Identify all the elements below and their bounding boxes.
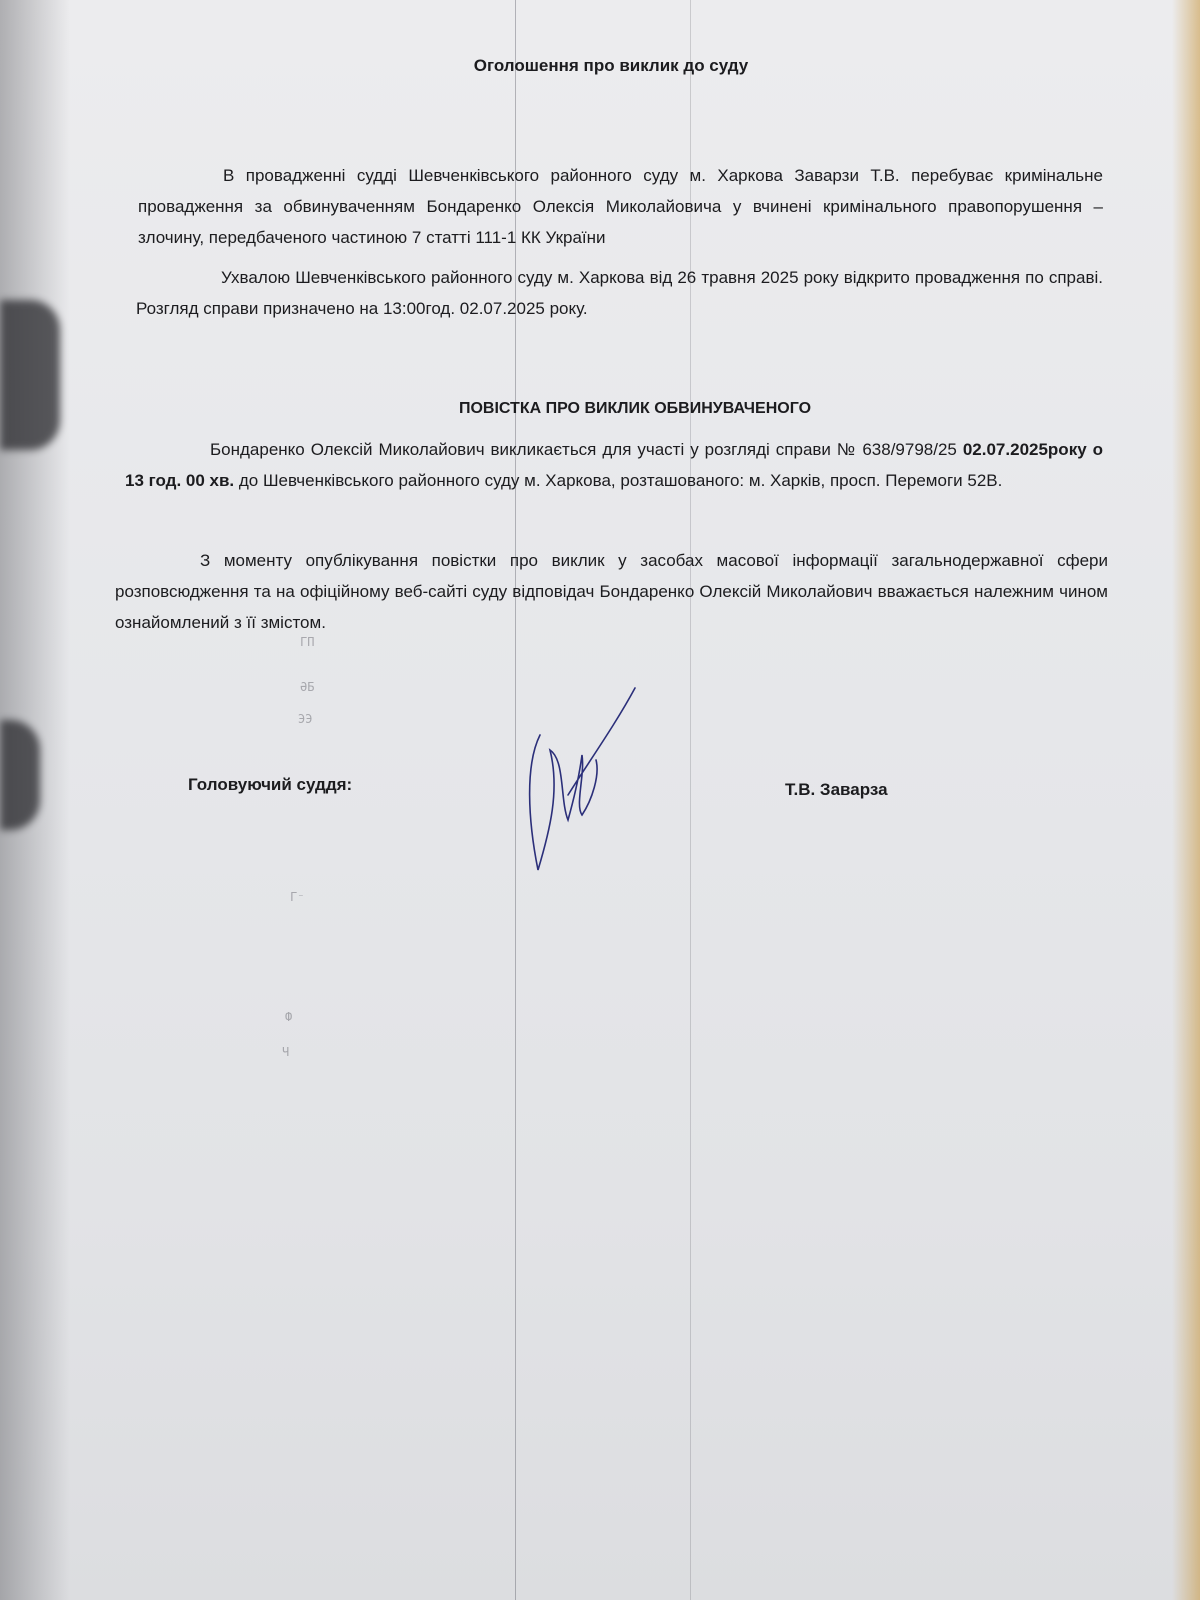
bleed-through-mark: Ф (285, 1010, 293, 1024)
judge-name: Т.В. Заварза (785, 780, 888, 799)
page-edge-right (1172, 0, 1200, 1600)
paragraph-notice (115, 545, 1108, 638)
bleed-through-mark: ӘБ (300, 680, 315, 694)
scan-smudge (0, 300, 60, 450)
paragraph-summons-text (125, 434, 1103, 496)
document-title: Оголошення про виклик до суду (473, 56, 749, 75)
signature-label: Головуючий суддя: (188, 775, 353, 794)
paragraph-ruling-text: Ухвалою Шевченківського районного суду м. Харкова від 26 травня 2025 року відкрито провадження по справі. Розгляд справи призначено на 13:00год. 02.07.2025 року. (136, 268, 1103, 318)
hearing-datetime: 02.07.2025року о 13 год. 00 хв. (125, 440, 1104, 490)
bleed-through-mark: ЭЭ (298, 712, 313, 726)
summons-text-part1: Бондаренко Олексій Миколайович викликається для участі у розгляді справи № 638/9798/25 (210, 440, 963, 459)
paragraph-ruling (136, 262, 1103, 324)
paragraph-summons (125, 434, 1103, 496)
paragraph-notice-text: З моменту опублікування повістки про виклик у засобах масової інформації загальнодержавної сфери розповсюдження та на офіційному веб-сайті суду відповідач Бондаренко Олексій Миколайович вважається належним чином ознайомлений з її змістом. (115, 551, 1108, 632)
summons-text-part2: до Шевченківського районного суду м. Харкова, розташованого: м. Харків, просп. Перемоги 52В. (234, 471, 1003, 490)
bleed-through-mark: Ч (282, 1045, 290, 1059)
bleed-through-mark: Г⁻ (290, 890, 305, 904)
summons-heading: ПОВІСТКА ПРО ВИКЛИК ОБВИНУВАЧЕНОГО (458, 400, 812, 417)
bleed-through-mark: ГП (300, 635, 315, 649)
scan-smudge (0, 720, 40, 830)
paragraph-proceedings (138, 160, 1103, 253)
handwritten-signature (520, 680, 650, 890)
paragraph-proceedings-text: В провадженні судді Шевченківського районного суду м. Харкова Заварзи Т.В. перебуває кримінальне провадження за обвинуваченням Бондаренко Олексія Миколайовича у вчинені кримінального правопорушення – злочину, передбаченого частиною 7 статті 111-1 КК України (138, 166, 1103, 247)
